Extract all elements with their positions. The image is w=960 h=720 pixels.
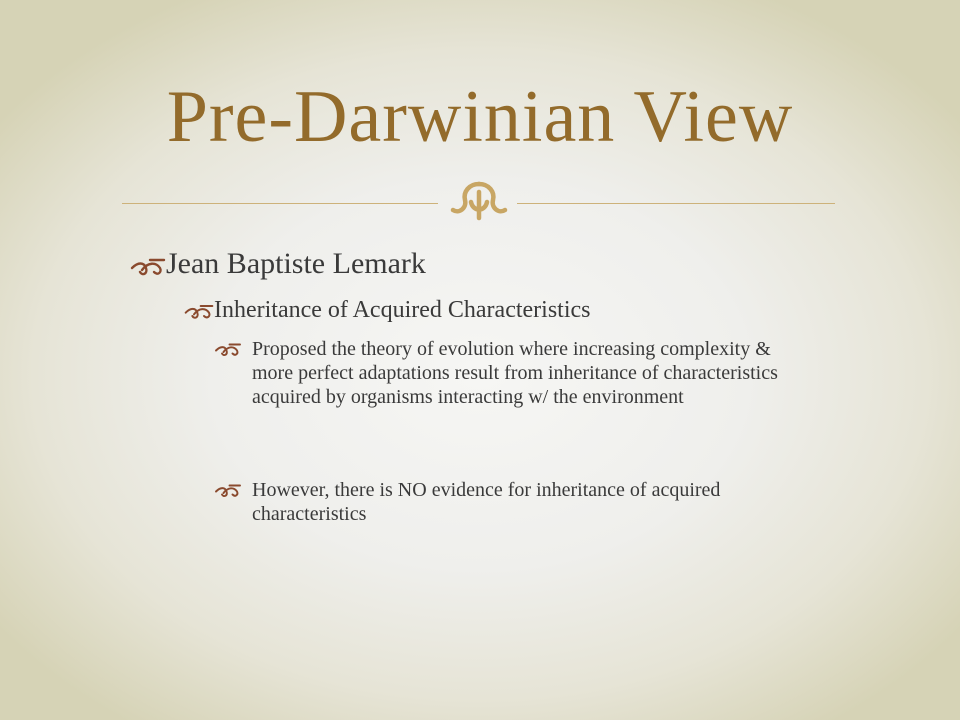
bullet-level3-text: Proposed the theory of evolution where increasing complexity & more perfect adaptations result from inheritance of characteristics acquired by organisms interacting w/ the environment (252, 338, 778, 408)
title-divider-right (517, 203, 835, 204)
title-divider-left (122, 203, 438, 204)
bullet-level1-text: Jean Baptiste Lemark (166, 247, 426, 280)
scroll-bullet-icon (130, 254, 166, 278)
flourish-ornament-icon (449, 178, 509, 222)
slide-title: Pre-Darwinian View (166, 76, 794, 158)
bullet-level2-text: Inheritance of Acquired Characteristics (214, 297, 591, 323)
bullet-level1 (130, 244, 426, 284)
bullet-level2 (184, 294, 591, 326)
bullet-level3-item (214, 337, 814, 409)
scroll-bullet-icon (214, 340, 242, 358)
scroll-bullet-icon (214, 481, 242, 499)
scroll-bullet-icon (184, 301, 214, 321)
bullet-level3-item (214, 478, 814, 526)
bullet-level3-text: However, there is NO evidence for inheritance of acquired characteristics (252, 479, 721, 525)
